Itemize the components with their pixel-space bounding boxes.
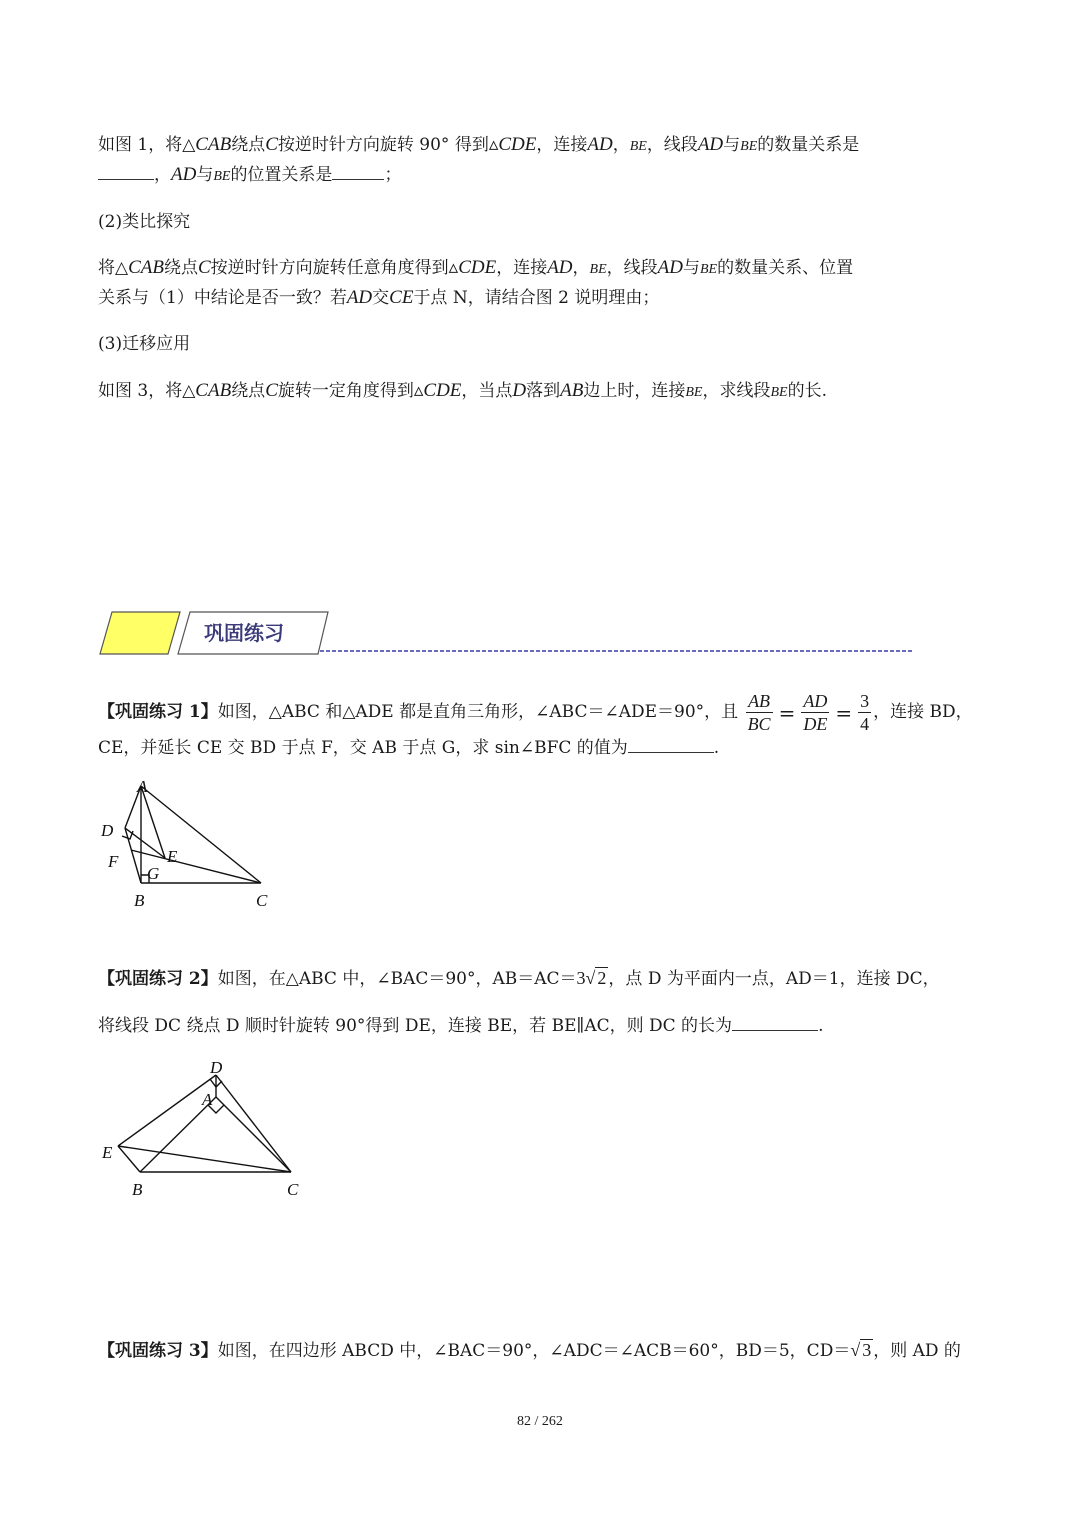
text: ，连接 [536,135,588,155]
sqrt-radicand: 3 [862,1340,872,1360]
text: 的数量关系、位置 [717,258,854,278]
section-header-yellow-block [100,612,180,654]
math-cab: CAB [128,257,164,278]
answer-blank[interactable] [628,734,714,753]
part3-line1 [98,376,988,408]
math-cde: ▵CDE [448,257,497,278]
part1-line1 [98,130,988,162]
denominator: DE [803,714,828,734]
math-c: C [265,134,278,155]
math-ce: CE [389,287,414,308]
math-ad: AD [547,257,573,278]
text: 的位置关系是 [230,165,333,185]
label-g: G [147,864,160,883]
math-d: D [512,380,527,401]
sqrt-3-2: 3√ 2 [576,968,607,988]
part2-heading: (2)类比探究 [98,212,191,232]
text: . [713,738,720,758]
text: 的长. [787,381,827,401]
section-header [98,608,918,660]
math-cde: ▵CDE [488,134,537,155]
math-c: C [197,257,211,278]
text: 按逆时针方向旋转 90° 得到 [277,135,489,155]
text: 与 [196,165,214,185]
part3-heading: (3)迁移应用 [98,334,191,354]
text: 于点 N，请结合图 2 说明理由； [413,288,660,308]
equals-sign: = [835,700,853,725]
ex1-line2 [98,733,988,763]
text: ，连接 [496,258,548,278]
text: ，点 D 为平面内一点，AD＝1，连接 DC， [608,969,940,989]
fraction-ad-de [801,690,829,735]
text: 绕点 [163,258,198,278]
text: 如图 1，将△ [98,135,196,155]
text: 落到 [526,381,561,401]
segment-dc [216,1075,291,1172]
segment-ac [216,1097,291,1172]
answer-blank[interactable] [732,1012,818,1031]
text: ，当点 [461,381,513,401]
text: ； [384,165,402,185]
math-be: BE [589,262,607,277]
text: ，线段 [646,135,698,155]
math-c: C [265,380,278,401]
segment-ae [141,786,165,858]
text: 如图，在△ABC 中，∠BAC＝90°，AB＝AC＝ [217,969,577,989]
label-f: F [108,852,119,871]
sqrt-radicand: 2 [597,968,607,988]
text: 按逆时针方向旋转任意角度得到 [210,258,449,278]
text: . [818,1016,824,1036]
text: ，则 AD 的 [873,1341,961,1361]
math-ad: AD [657,257,683,278]
ex1-line1 [98,690,988,735]
text: ， [154,165,171,185]
ex3-line1 [98,1335,988,1366]
label-e: E [167,847,178,866]
label-a: A [137,778,148,796]
exercise-tag: 【巩固练习 1】 [98,702,218,722]
denominator: 4 [860,714,870,734]
ex2-line2 [98,1011,988,1041]
text: 的数量关系是 [757,135,860,155]
label-c: C [287,1180,299,1199]
text: 绕点 [231,381,266,401]
math-ad: AD [697,134,724,155]
denominator: BC [747,714,771,734]
text: 如图，在四边形 ABCD 中，∠BAC＝90°，∠ADC＝∠ACB＝60°，BD＝5，CD＝ [217,1341,851,1361]
text: ，线段 [606,258,658,278]
text: 边上时，连接 [583,381,686,401]
sqrt-3: √ 3 [850,1340,872,1360]
figure-ex2 [96,1055,316,1205]
math-be: BE [699,262,718,277]
label-a: A [202,1090,213,1109]
text: 绕点 [231,135,266,155]
text: 与 [682,258,700,278]
math-cab: CAB [195,380,232,401]
label-d: D [101,821,114,840]
fraction-ab-bc [746,690,773,735]
section-title: 巩固练习 [204,621,284,645]
math-be: BE [770,385,788,400]
text: ， [572,258,590,278]
math-ab: AB [560,380,584,401]
math-be: BE [740,139,758,154]
label-d: D [210,1058,223,1077]
math-ad: AD [171,164,197,185]
numerator: AD [803,691,828,711]
exercise-tag: 【巩固练习 3】 [98,1341,218,1361]
sqrt-coefficient: 3 [576,968,586,988]
segment-de [118,1075,216,1146]
math-cde: ▵CDE [413,380,462,401]
text: CE，并延长 CE 交 BD 于点 F，交 AB 于点 G，求 sin∠BFC 的值为 [98,738,628,758]
label-c: C [256,891,268,910]
label-b: B [134,891,145,910]
numerator: 3 [860,691,870,711]
answer-blank[interactable] [332,161,384,180]
math-be: BE [213,169,231,184]
part2-line1 [98,253,988,285]
math-ad: AD [587,134,613,155]
numerator: AB [746,690,773,713]
label-e: E [102,1143,113,1162]
text: 如图 3，将△ [98,381,196,401]
segment-db [125,828,141,883]
text: 旋转一定角度得到 [277,381,414,401]
text: 如图，△ABC 和△ADE 都是直角三角形，∠ABC＝∠ADE＝90°，且 [217,702,739,722]
answer-blank[interactable] [98,161,154,180]
text: 将线段 DC 绕点 D 顺时针旋转 90°得到 DE，连接 BE，若 BE∥AC，则 DC 的长为 [98,1016,733,1036]
text: ， [612,135,630,155]
text: 与 [723,135,741,155]
segment-eb [118,1146,140,1172]
math-be: BE [629,139,647,154]
equals-sign: = [778,700,796,725]
part2-line2 [98,283,988,313]
math-cab: CAB [195,134,232,155]
math-be: BE [685,385,703,400]
fraction-3-4 [858,690,871,735]
text: 将△ [98,258,129,278]
text: 关系与（1）中结论是否一致？若 [98,288,347,308]
math-ad: AD [346,287,373,308]
label-b: B [132,1180,143,1199]
part1-line2 [98,160,988,192]
text: ，求线段 [702,381,771,401]
figure-ex1 [95,778,285,918]
text: ，连接 BD， [873,702,973,722]
exercise-tag: 【巩固练习 2】 [98,969,218,989]
text: 交 [372,288,390,308]
page-number: 82 / 262 [517,1414,563,1429]
ex2-line1 [98,963,988,994]
